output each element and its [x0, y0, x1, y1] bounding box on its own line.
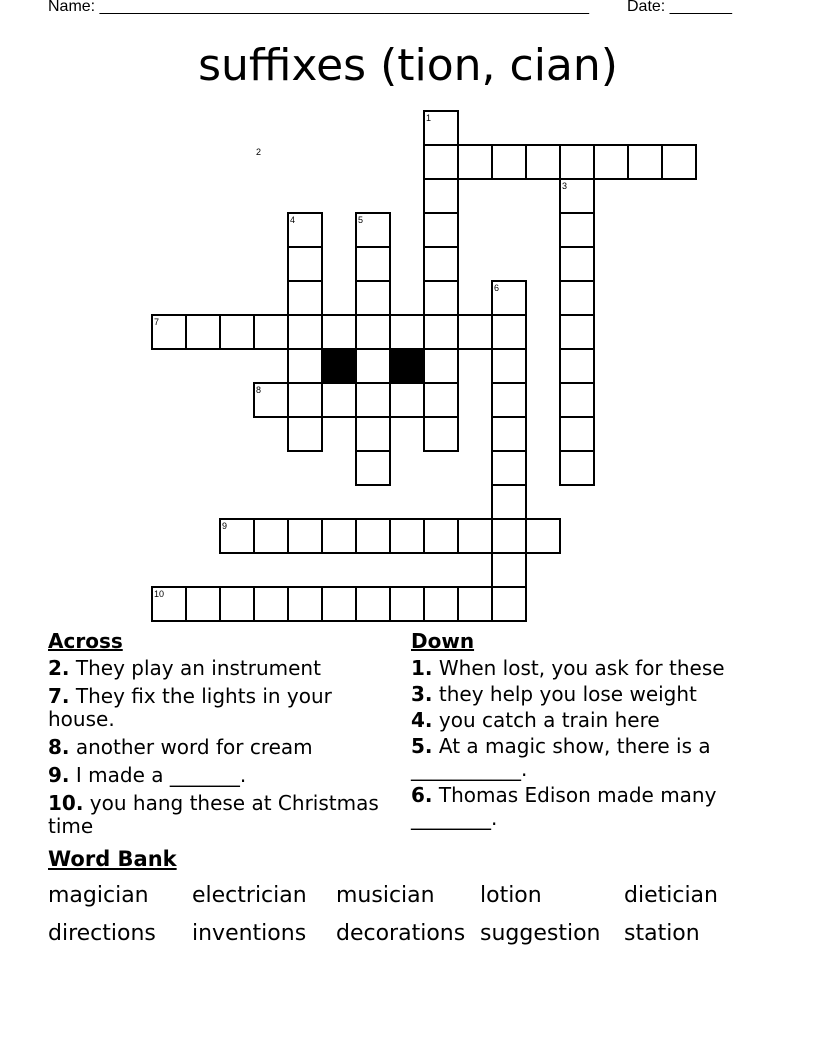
- grid-cell[interactable]: [492, 383, 526, 417]
- grid-cell[interactable]: [356, 247, 390, 281]
- grid-cell[interactable]: [560, 247, 594, 281]
- grid-cell[interactable]: [424, 145, 458, 179]
- clue-number: 3.: [411, 682, 433, 706]
- clue-text: They fix the lights in your house.: [48, 684, 332, 731]
- grid-cell[interactable]: [492, 587, 526, 621]
- grid-cell[interactable]: [288, 587, 322, 621]
- puzzle-title: suffixes (tion, cian): [198, 40, 618, 91]
- cell-number: 1: [426, 113, 432, 123]
- grid-cell[interactable]: [356, 281, 390, 315]
- grid-cell[interactable]: [560, 349, 594, 383]
- down-clues: [411, 630, 751, 833]
- grid-cell[interactable]: [288, 417, 322, 451]
- grid-cell[interactable]: [492, 485, 526, 519]
- grid-cell[interactable]: [492, 315, 526, 349]
- clue-number: 5.: [411, 734, 433, 758]
- grid-cell[interactable]: [492, 349, 526, 383]
- cell-number: 10: [154, 589, 165, 599]
- down-heading: Down: [411, 629, 475, 653]
- clue-number: 10.: [48, 791, 84, 815]
- grid-cell[interactable]: [390, 587, 424, 621]
- grid-cell[interactable]: [424, 247, 458, 281]
- grid-block: [390, 349, 424, 383]
- grid-cell[interactable]: [424, 587, 458, 621]
- grid-cell[interactable]: [458, 519, 492, 553]
- grid-cell[interactable]: [390, 383, 424, 417]
- clue-text: you catch a train here: [438, 708, 660, 732]
- clue-text: When lost, you ask for these: [438, 656, 725, 680]
- grid-cell[interactable]: [322, 587, 356, 621]
- cell-number: 3: [562, 181, 568, 191]
- grid-cell[interactable]: [356, 315, 390, 349]
- word-bank-item: dietician: [624, 883, 718, 908]
- clue-text: I made a _______.: [75, 763, 247, 787]
- cell-number: 5: [358, 215, 364, 225]
- clue-number: 6.: [411, 783, 433, 807]
- grid-cell[interactable]: [356, 587, 390, 621]
- across-clue: [48, 736, 393, 759]
- cell-number: 9: [222, 521, 228, 531]
- across-clue: [48, 657, 393, 680]
- grid-cell[interactable]: [458, 587, 492, 621]
- grid-cell[interactable]: [424, 315, 458, 349]
- grid-cell[interactable]: [594, 145, 628, 179]
- cell-number: 8: [256, 385, 262, 395]
- grid-cell[interactable]: [390, 315, 424, 349]
- grid-cell[interactable]: [424, 281, 458, 315]
- across-clues: [48, 630, 393, 843]
- word-bank-item: decorations: [336, 921, 466, 946]
- grid-cell[interactable]: [322, 383, 356, 417]
- grid-block: [322, 349, 356, 383]
- grid-cell[interactable]: [492, 553, 526, 587]
- grid-cell[interactable]: [424, 213, 458, 247]
- cell-number: 6: [494, 283, 500, 293]
- grid-cell[interactable]: [186, 587, 220, 621]
- grid-cell[interactable]: [424, 383, 458, 417]
- clue-text: another word for cream: [75, 735, 313, 759]
- clue-number: 1.: [411, 656, 433, 680]
- down-clue: [411, 657, 751, 680]
- grid-cell[interactable]: [560, 281, 594, 315]
- clue-text: They play an instrument: [75, 656, 321, 680]
- word-bank-heading: Word Bank: [48, 847, 177, 871]
- grid-cell[interactable]: [322, 315, 356, 349]
- grid-cell[interactable]: [322, 519, 356, 553]
- grid-cell[interactable]: [424, 349, 458, 383]
- grid-cell[interactable]: [492, 417, 526, 451]
- grid-cell[interactable]: [288, 281, 322, 315]
- grid-cell[interactable]: [220, 587, 254, 621]
- grid-cell[interactable]: [662, 145, 696, 179]
- word-bank-item: suggestion: [480, 921, 601, 946]
- clue-number: 9.: [48, 763, 70, 787]
- grid-cell[interactable]: [628, 145, 662, 179]
- grid-cell[interactable]: [356, 451, 390, 485]
- date-field-line: Date: _______: [627, 0, 732, 15]
- grid-cell[interactable]: [288, 315, 322, 349]
- grid-cell[interactable]: [288, 349, 322, 383]
- clue-number: 2.: [48, 656, 70, 680]
- grid-cell[interactable]: [356, 519, 390, 553]
- grid-cell[interactable]: [424, 417, 458, 451]
- grid-cell[interactable]: [254, 315, 288, 349]
- grid-cell[interactable]: [458, 315, 492, 349]
- grid-cell[interactable]: [560, 213, 594, 247]
- grid-cell[interactable]: [424, 179, 458, 213]
- down-clue: [411, 683, 751, 706]
- clue-text: they help you lose weight: [438, 682, 697, 706]
- grid-cell[interactable]: [492, 519, 526, 553]
- grid-cell[interactable]: [526, 519, 560, 553]
- grid-cell[interactable]: [186, 315, 220, 349]
- grid-cell[interactable]: [560, 383, 594, 417]
- grid-cell[interactable]: [220, 315, 254, 349]
- word-bank-item: magician: [48, 883, 149, 908]
- clue-text: Thomas Edison made many ________.: [411, 783, 717, 830]
- across-clue: [48, 792, 393, 838]
- grid-cell[interactable]: [492, 451, 526, 485]
- clue-text: At a magic show, there is a ___________.: [411, 734, 711, 781]
- grid-cell[interactable]: [424, 519, 458, 553]
- grid-cell[interactable]: [254, 519, 288, 553]
- grid-cell[interactable]: [288, 383, 322, 417]
- word-bank-item: lotion: [480, 883, 542, 908]
- grid-cell[interactable]: [526, 145, 560, 179]
- across-clue: [48, 685, 393, 731]
- grid-cell[interactable]: [254, 587, 288, 621]
- grid-cell[interactable]: [288, 247, 322, 281]
- grid-cell[interactable]: [560, 315, 594, 349]
- word-bank-item: inventions: [192, 921, 307, 946]
- grid-cell[interactable]: [560, 145, 594, 179]
- down-clue: [411, 784, 751, 830]
- grid-cell[interactable]: [390, 519, 424, 553]
- grid-cell[interactable]: [356, 349, 390, 383]
- cell-number: 7: [154, 317, 160, 327]
- grid-cell[interactable]: [560, 417, 594, 451]
- across-heading: Across: [48, 629, 123, 653]
- clue-number: 4.: [411, 708, 433, 732]
- grid-cell[interactable]: [356, 383, 390, 417]
- name-field-line: Name: _______________________________________________________: [48, 0, 589, 15]
- grid-cell[interactable]: [356, 417, 390, 451]
- word-bank-item: musician: [336, 883, 435, 908]
- clue-number: 7.: [48, 684, 70, 708]
- clue-text: you hang these at Christmas time: [48, 791, 379, 838]
- word-bank-item: station: [624, 921, 700, 946]
- down-clue: [411, 709, 751, 732]
- grid-cell[interactable]: [492, 145, 526, 179]
- cell-number: 2: [256, 147, 262, 157]
- grid-cell[interactable]: [560, 451, 594, 485]
- clue-number: 8.: [48, 735, 70, 759]
- cell-number: 4: [290, 215, 296, 225]
- grid-cell[interactable]: [458, 145, 492, 179]
- down-clue: [411, 735, 751, 781]
- across-clue: [48, 764, 393, 787]
- word-bank-item: directions: [48, 921, 156, 946]
- grid-cell[interactable]: [288, 519, 322, 553]
- word-bank-item: electrician: [192, 883, 307, 908]
